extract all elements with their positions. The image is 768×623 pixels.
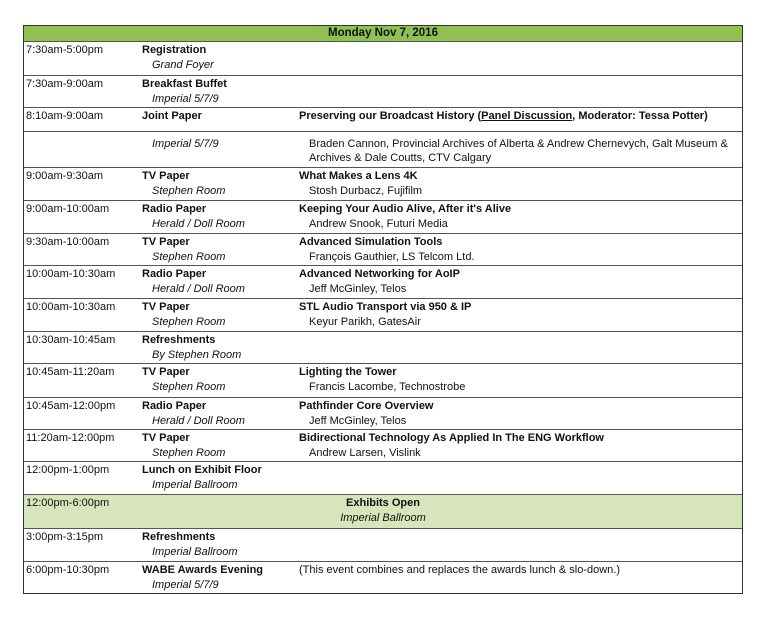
location: Imperial Ballroom (152, 546, 238, 558)
date-header: Monday Nov 7, 2016 (24, 26, 742, 42)
event-type: Radio Paper (142, 203, 207, 215)
time-cell: 3:00pm-3:15pm (26, 531, 104, 543)
schedule-row (24, 201, 742, 234)
location: Imperial 5/7/9 (152, 579, 219, 591)
session-title: Keeping Your Audio Alive, After it's Alive (299, 203, 512, 215)
location: Stephen Room (152, 251, 226, 263)
time-cell: 10:00am-10:30am (26, 268, 116, 280)
location: Stephen Room (152, 185, 226, 197)
title-suffix: , Moderator: Tessa Potter) (572, 110, 708, 122)
speaker: Jeff McGinley, Telos (309, 415, 407, 427)
location: Stephen Room (152, 381, 226, 393)
location: Herald / Doll Room (152, 415, 245, 427)
time-cell: 11:20am-12:00pm (26, 432, 115, 444)
event-type: TV Paper (142, 170, 190, 182)
location: Herald / Doll Room (152, 283, 245, 295)
schedule-row (24, 42, 742, 76)
location: Imperial Ballroom (152, 479, 238, 491)
event-type: Lunch on Exhibit Floor (142, 464, 262, 476)
event-type: Radio Paper (142, 400, 207, 412)
exhibits-band-row (24, 495, 742, 529)
schedule-row (24, 108, 742, 132)
location: By Stephen Room (152, 349, 242, 361)
exhibits-title: Exhibits Open (346, 497, 420, 509)
schedule-row (24, 364, 742, 398)
time-cell: 10:00am-10:30am (26, 301, 116, 313)
time-cell: 7:30am-5:00pm (26, 44, 104, 56)
event-type: Refreshments (142, 531, 216, 543)
speaker: Andrew Snook, Futuri Media (309, 218, 448, 230)
schedule-row (24, 168, 742, 201)
location: Stephen Room (152, 447, 226, 459)
location: Imperial 5/7/9 (152, 138, 219, 150)
event-type: Joint Paper (142, 110, 202, 122)
schedule-row (24, 529, 742, 562)
location: Stephen Room (152, 316, 226, 328)
speaker: Keyur Parikh, GatesAir (309, 316, 421, 328)
time-cell: 10:45am-11:20am (26, 366, 115, 378)
location: Imperial 5/7/9 (152, 93, 219, 105)
event-type: Refreshments (142, 334, 216, 346)
session-title (299, 109, 708, 123)
session-title: Pathfinder Core Overview (299, 400, 434, 412)
session-title: Lighting the Tower (299, 366, 397, 378)
speaker: Andrew Larsen, Vislink (309, 447, 421, 459)
schedule-row (24, 430, 742, 462)
session-title: Advanced Simulation Tools (299, 236, 443, 248)
event-type: WABE Awards Evening (142, 564, 264, 576)
schedule-row (24, 398, 742, 430)
speaker: Francis Lacombe, Technostrobe (309, 381, 466, 393)
event-type: TV Paper (142, 366, 190, 378)
schedule-row (24, 332, 742, 364)
schedule-row (24, 462, 742, 495)
event-type: TV Paper (142, 432, 190, 444)
time-cell: 10:30am-10:45am (26, 334, 116, 346)
event-type: TV Paper (142, 301, 190, 313)
speaker: Stosh Durbacz, Fujifilm (309, 185, 423, 197)
time-cell: 10:45am-12:00pm (26, 400, 116, 412)
schedule-row (24, 562, 742, 593)
session-title: Bidirectional Technology As Applied In The ENG Workflow (299, 432, 604, 444)
time-cell: 8:10am-9:00am (26, 110, 104, 122)
schedule-row (24, 266, 742, 299)
event-type: Registration (142, 44, 207, 56)
speaker: François Gauthier, LS Telcom Ltd. (309, 251, 475, 263)
event-note: (This event combines and replaces the awards lunch & slo-down.) (299, 564, 620, 576)
schedule-row (24, 234, 742, 266)
event-type: Radio Paper (142, 268, 207, 280)
session-title: What Makes a Lens 4K (299, 170, 418, 182)
event-type: TV Paper (142, 236, 190, 248)
schedule-table (23, 25, 743, 594)
title-prefix: Preserving our Broadcast History ( (299, 110, 482, 122)
schedule-row (24, 76, 742, 108)
exhibits-location: Imperial Ballroom (340, 512, 426, 524)
schedule-row (24, 132, 742, 168)
speaker: Braden Cannon, Provincial Archives of Alberta & Andrew Chernevych, Galt Museum & Archives & Dale Coutts, CTV Calgary (309, 138, 728, 164)
location: Grand Foyer (152, 59, 214, 71)
time-cell: 9:00am-10:00am (26, 203, 110, 215)
speaker: Jeff McGinley, Telos (309, 283, 407, 295)
time-cell: 9:00am-9:30am (26, 170, 104, 182)
session-title: Advanced Networking for AoIP (299, 268, 460, 280)
time-cell: 9:30am-10:00am (26, 236, 110, 248)
time-cell: 12:00pm-1:00pm (26, 464, 110, 476)
session-title: STL Audio Transport via 950 & IP (299, 301, 472, 313)
time-cell: 12:00pm-6:00pm (26, 497, 110, 509)
event-type: Breakfast Buffet (142, 78, 227, 90)
panel-discussion-link: Panel Discussion (481, 110, 573, 122)
location: Herald / Doll Room (152, 218, 245, 230)
time-cell: 6:00pm-10:30pm (26, 564, 110, 576)
time-cell: 7:30am-9:00am (26, 78, 104, 90)
schedule-row (24, 299, 742, 332)
